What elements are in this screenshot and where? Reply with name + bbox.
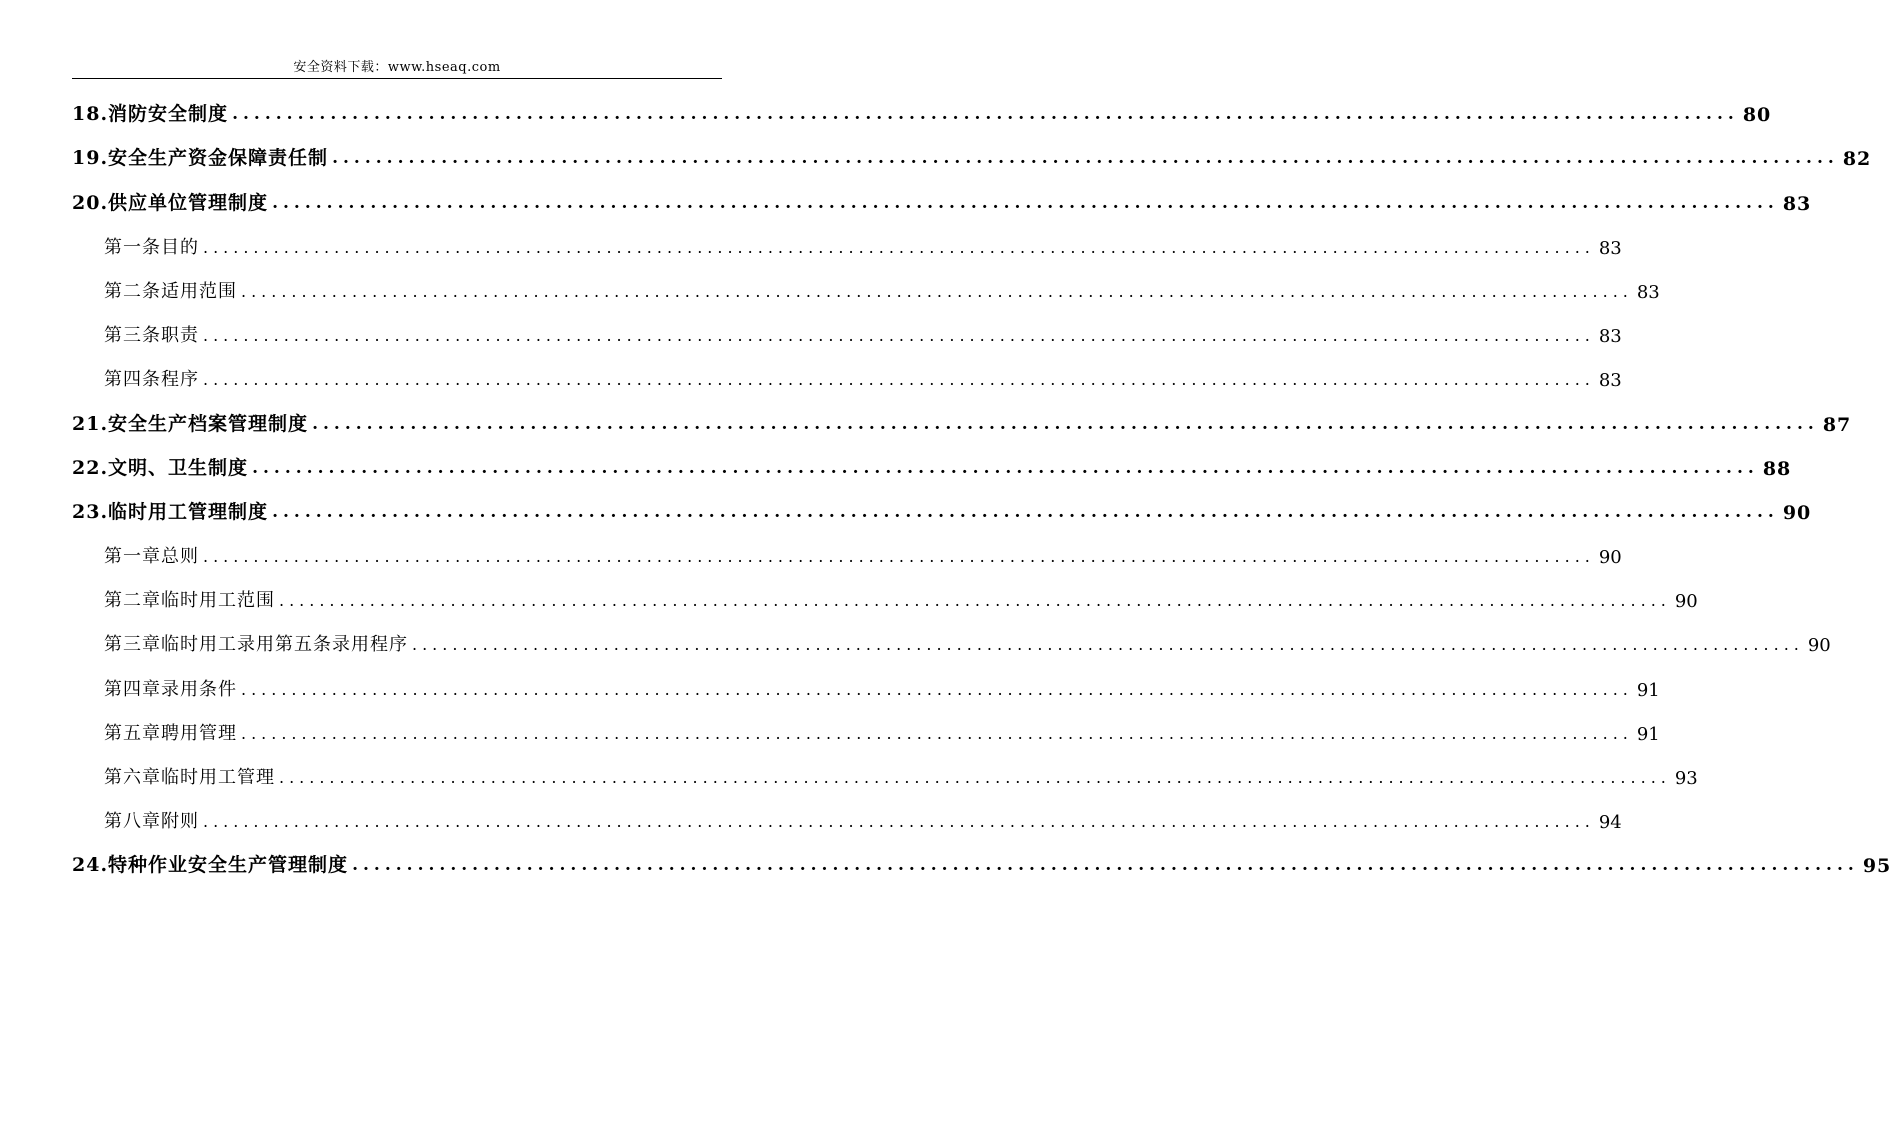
toc-entry-label: 18.消防安全制度 (72, 103, 229, 126)
toc-leader-dots: .......................................................................................................................................... (312, 413, 1819, 434)
toc-page-number: 95 (1862, 855, 1891, 878)
toc-subentry[interactable] (72, 221, 1622, 265)
toc-subentry[interactable] (72, 530, 1622, 574)
toc-page-number: 94 (1598, 812, 1622, 834)
toc-page-number: 83 (1782, 192, 1812, 215)
toc-entry-label: 第八章附则 (104, 811, 199, 833)
table-of-contents (72, 88, 1891, 883)
toc-leader-dots: .......................................................................................................................................... (241, 281, 1633, 301)
toc-entry-label: 23.临时用工管理制度 (72, 500, 269, 523)
toc-entry-23[interactable] (72, 486, 1812, 530)
toc-leader-dots: .......................................................................................................................................... (332, 148, 1839, 169)
toc-entry-label: 20.供应单位管理制度 (72, 191, 269, 214)
toc-subentry[interactable] (72, 662, 1660, 706)
toc-entry-label: 第一条目的 (104, 236, 199, 258)
toc-entry-label: 第四条程序 (104, 369, 199, 391)
toc-page-number: 91 (1636, 679, 1660, 701)
toc-page-number: 90 (1598, 547, 1622, 569)
toc-leader-dots: .......................................................................................................................................... (203, 547, 1595, 567)
toc-subentry[interactable] (72, 309, 1622, 353)
toc-entry-label: 19.安全生产资金保障责任制 (72, 147, 329, 170)
toc-subentry[interactable] (72, 574, 1698, 618)
page-header: 安全资料下载：www.hseaq.com (293, 60, 501, 75)
toc-leader-dots: .......................................................................................................................................... (241, 723, 1633, 743)
toc-leader-dots: .......................................................................................................................................... (203, 370, 1595, 390)
toc-page-number: 88 (1762, 457, 1792, 480)
toc-leader-dots: .......................................................................................................................................... (279, 591, 1671, 611)
toc-leader-dots: .......................................................................................................................................... (272, 501, 1779, 522)
toc-entry-label: 第三章临时用工录用第五条录用程序 (104, 634, 408, 656)
toc-entry-21[interactable] (72, 397, 1852, 441)
toc-entry-18[interactable] (72, 88, 1772, 132)
toc-entry-label: 24.特种作业安全生产管理制度 (72, 854, 349, 877)
toc-page-number: 83 (1636, 281, 1660, 303)
toc-subentry[interactable] (72, 265, 1660, 309)
toc-leader-dots: .......................................................................................................................................... (279, 768, 1671, 787)
toc-subentry[interactable] (72, 353, 1622, 397)
toc-entry-label: 21.安全生产档案管理制度 (72, 412, 309, 435)
toc-page-number: 90 (1807, 635, 1831, 657)
toc-entry-20[interactable] (72, 176, 1812, 220)
toc-leader-dots: .......................................................................................................................................... (241, 679, 1633, 699)
toc-entry-label: 第四章录用条件 (104, 678, 237, 700)
toc-entry-24[interactable] (72, 839, 1891, 883)
toc-leader-dots: .......................................................................................................................................... (203, 326, 1595, 346)
toc-leader-dots: .......................................................................................................................................... (272, 192, 1779, 213)
toc-page-number: 90 (1782, 501, 1812, 524)
toc-leader-dots: .......................................................................................................................................... (412, 635, 1804, 655)
header-divider (72, 78, 722, 79)
toc-entry-label: 第六章临时用工管理 (104, 767, 275, 788)
toc-entry-label: 第二条适用范围 (104, 280, 237, 302)
toc-entry-label: 第二章临时用工范围 (104, 590, 275, 612)
toc-leader-dots: .......................................................................................................................................... (232, 104, 1739, 125)
toc-page-number: 91 (1636, 723, 1660, 745)
toc-entry-label: 第三条职责 (104, 325, 199, 347)
toc-page-number: 83 (1598, 370, 1622, 392)
toc-entry-19[interactable] (72, 132, 1872, 176)
toc-page-number: 82 (1842, 148, 1872, 171)
toc-subentry[interactable] (72, 618, 1831, 662)
toc-page-number: 80 (1742, 104, 1772, 127)
toc-page-number: 93 (1674, 768, 1698, 789)
toc-page-number: 83 (1598, 237, 1622, 259)
toc-entry-label: 第五章聘用管理 (104, 722, 237, 744)
toc-leader-dots: .......................................................................................................................................... (203, 812, 1595, 832)
toc-subentry[interactable] (72, 707, 1660, 751)
toc-page-number: 83 (1598, 326, 1622, 348)
toc-leader-dots: .......................................................................................................................................... (203, 237, 1595, 257)
toc-leader-dots: .......................................................................................................................................... (252, 457, 1759, 478)
toc-page-number: 90 (1674, 591, 1698, 613)
toc-entry-label: 第一章总则 (104, 546, 199, 568)
toc-leader-dots: .......................................................................................................................................... (352, 855, 1859, 876)
toc-entry-label: 22.文明、卫生制度 (72, 456, 249, 479)
toc-subentry[interactable] (72, 795, 1622, 839)
toc-entry-22[interactable] (72, 442, 1792, 486)
toc-page-number: 87 (1822, 413, 1852, 436)
toc-subentry[interactable] (72, 751, 1698, 795)
